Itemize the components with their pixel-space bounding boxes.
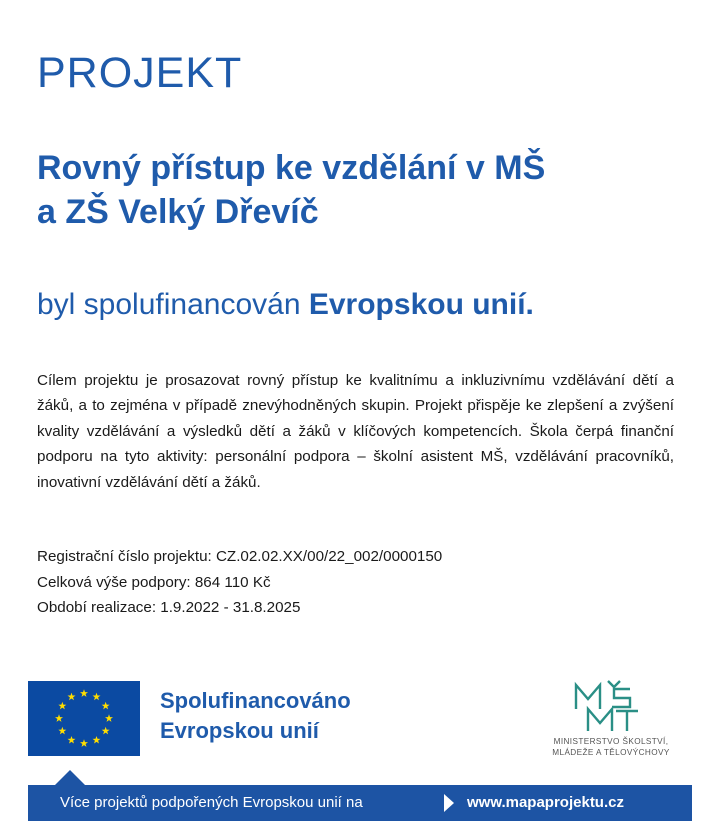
implementation-period: Období realizace: 1.9.2022 - 31.8.2025 (37, 599, 301, 616)
footer-notch (54, 770, 86, 786)
project-title-line-2: a ZŠ Velký Dřevíč (37, 193, 319, 231)
msmt-logo-icon (572, 679, 642, 734)
cofinancing-statement (37, 287, 534, 323)
eu-flag-icon (28, 681, 140, 756)
eu-cofunded-line-1: Spolufinancováno (160, 688, 351, 713)
project-title-line-1: Rovný přístup ke vzdělání v MŠ (37, 149, 546, 187)
project-description: Cílem projektu je prosazovat rovný přístup ke kvalitnímu a inkluzivnímu vzdělávání dětí a žáků, a to zejména v případě znevýhodněných skupin. Projekt přispěje ke zlepšení a zvýšení kvality vzdělávání a výsledků dětí a žáků v klíčových kompetencích. Škola čerpá finanční podporu na tyto aktivity: personální podpora – školní asistent MŠ, vzdělávání pracovníků, inovativní vzdělávání dětí a žáků. (37, 372, 674, 491)
total-support: Celková výše podpory: 864 110 Kč (37, 573, 271, 591)
eu-cofunded-line-2: Evropskou unií (160, 718, 319, 743)
project-title (37, 146, 677, 234)
project-label: PROJEKT (37, 49, 243, 97)
msmt-text (536, 736, 686, 758)
eu-cofunded-text (160, 686, 351, 746)
mapaprojektu-link[interactable]: www.mapaprojektu.cz (467, 794, 624, 811)
arrow-right-icon (444, 794, 454, 812)
msmt-line-1: MINISTERSTVO ŠKOLSTVÍ, (553, 737, 669, 746)
registration-number: Registrační číslo projektu: CZ.02.02.XX/00/22_002/0000150 (37, 548, 443, 565)
cofinancing-prefix: byl spolufinancován (37, 288, 309, 321)
project-details (37, 544, 442, 621)
footer-text: Více projektů podpořených Evropskou unií na (60, 794, 363, 811)
cofinancing-emphasis: Evropskou unií. (308, 288, 534, 321)
msmt-line-2: MLÁDEŽE A TĚLOVÝCHOVY (552, 748, 670, 757)
